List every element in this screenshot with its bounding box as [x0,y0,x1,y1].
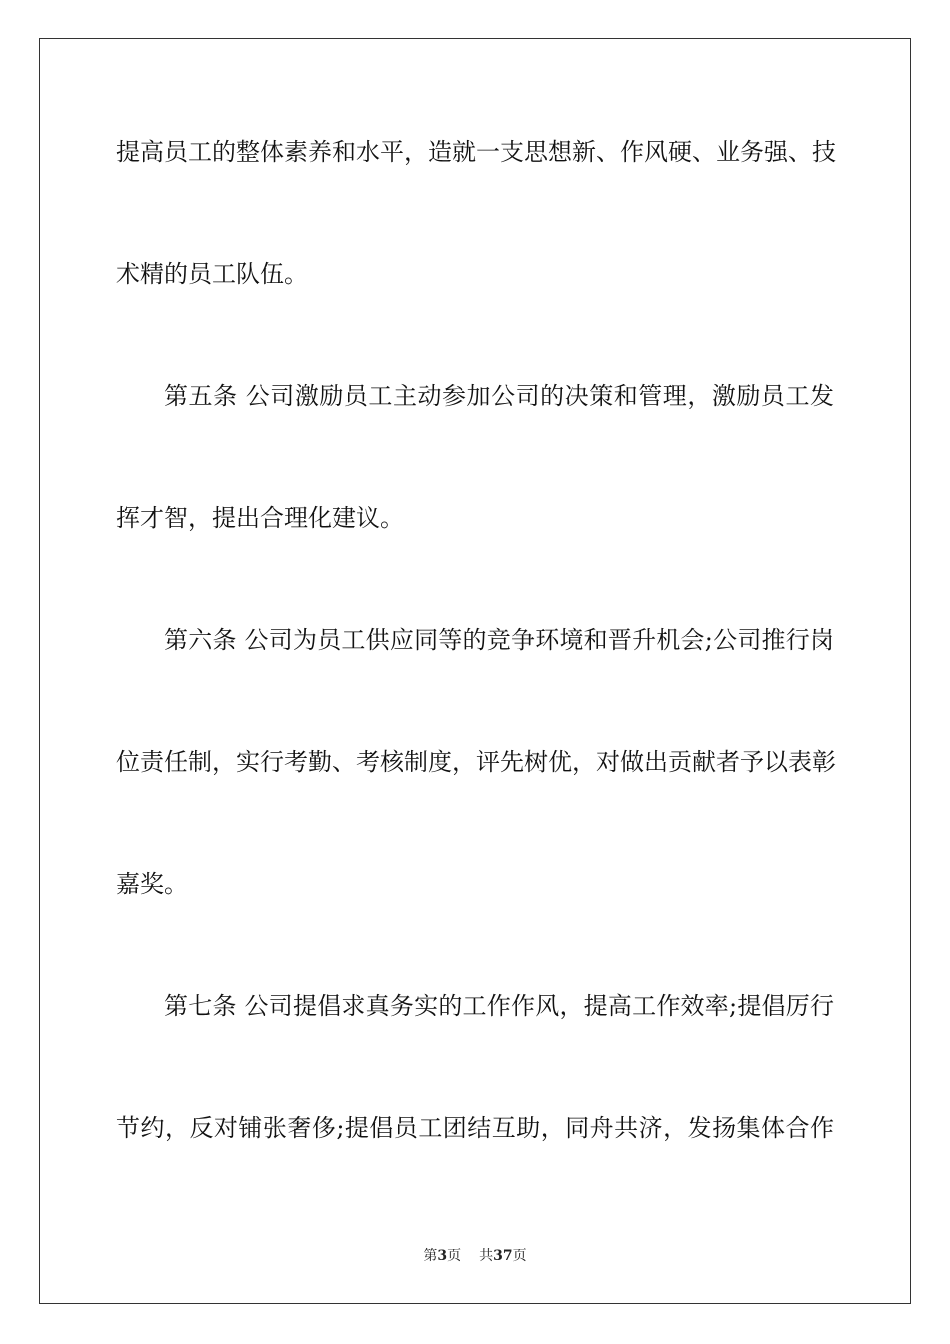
page-footer [0,1246,950,1266]
paragraph-line-5: 第六条 公司为员工供应同等的竞争环境和晋升机会;公司推行岗 [164,626,834,654]
footer-page-suffix: 页 [447,1248,462,1264]
paragraph-line-2: 术精的员工队伍。 [116,260,308,288]
paragraph-line-7: 嘉奖。 [116,870,188,898]
paragraph-line-4: 挥才智，提出合理化建议。 [116,504,404,532]
paragraph-line-6: 位责任制，实行考勤、考核制度，评先树优，对做出贡献者予以表彰 [116,748,836,776]
paragraph-line-1: 提高员工的整体素养和水平，造就一支思想新、作风硬、业务强、技 [116,138,836,166]
paragraph-line-8: 第七条 公司提倡求真务实的工作作风，提高工作效率;提倡厉行 [164,992,834,1020]
paragraph-line-3: 第五条 公司激励员工主动参加公司的决策和管理，激励员工发 [164,382,834,410]
footer-total-prefix: 共 [479,1248,494,1264]
footer-page-number: 3 [437,1248,448,1264]
paragraph-line-9: 节约，反对铺张奢侈;提倡员工团结互助，同舟共济，发扬集体合作 [116,1114,834,1142]
footer-total-suffix: 页 [512,1248,527,1264]
footer-page-prefix: 第 [423,1248,438,1264]
footer-total-pages: 37 [493,1248,513,1264]
